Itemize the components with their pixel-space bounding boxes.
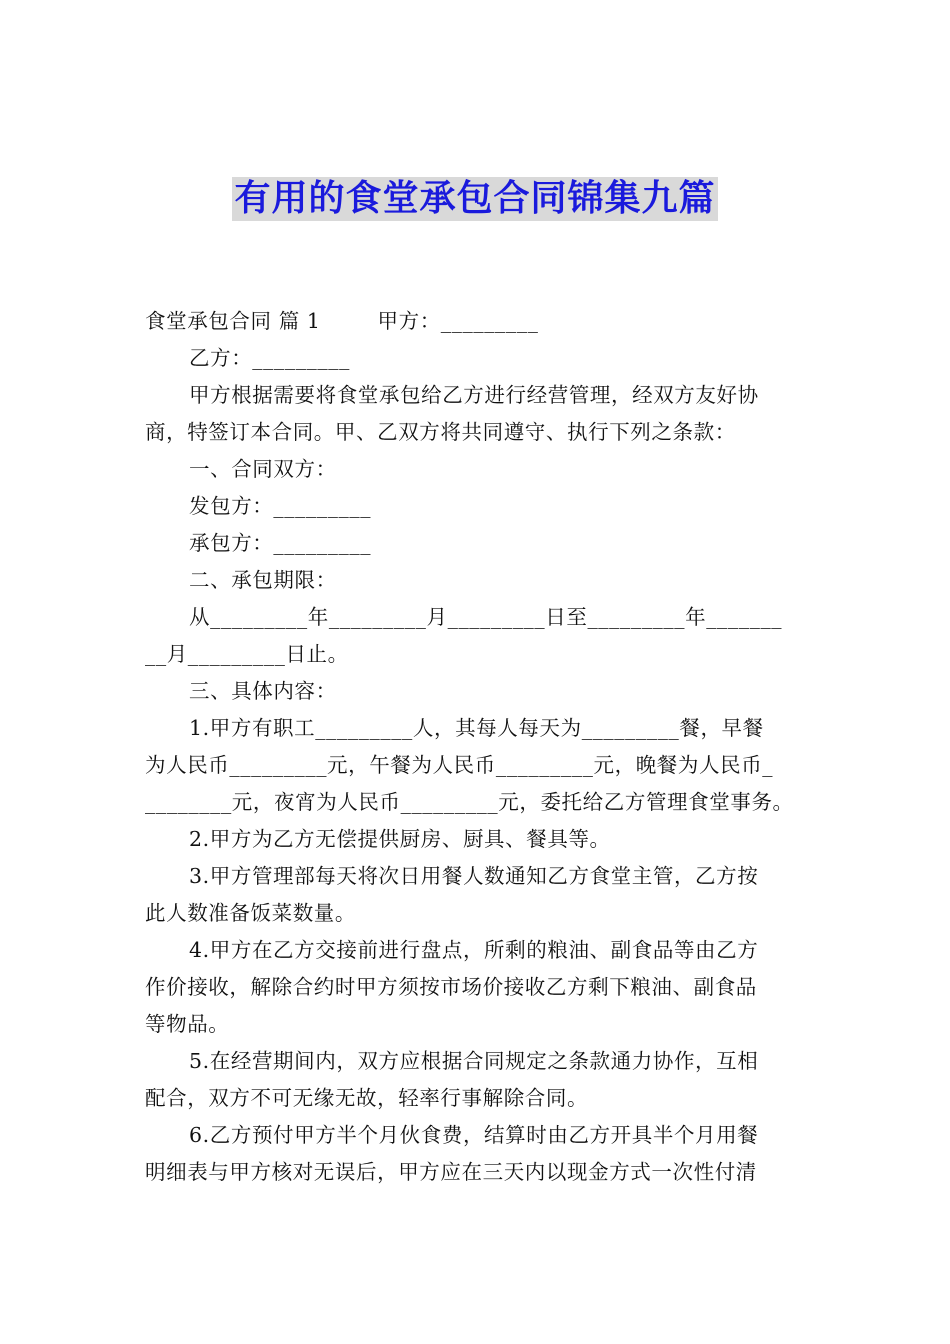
- contractor-line: 承包方：_________: [189, 531, 372, 555]
- contract-heading-line: 食堂承包合同 篇 1 甲方：_________: [145, 309, 539, 333]
- section-heading: 一、合同双方：: [189, 457, 337, 481]
- clause-line: 3.甲方管理部每天将次日用餐人数通知乙方食堂主管，乙方按: [189, 864, 759, 888]
- clause-line: 此人数准备饭菜数量。: [145, 901, 356, 925]
- title-container: [0, 177, 950, 221]
- clause-line: 为人民币_________元，午餐为人民币_________元，晚餐为人民币_: [145, 753, 774, 777]
- paragraph-line: 商，特签订本合同。甲、乙双方将共同遵守、执行下列之条款：: [145, 420, 736, 444]
- clause-line: 配合，双方不可无缘无故，轻率行事解除合同。: [145, 1086, 589, 1110]
- clause-line: 2.甲方为乙方无偿提供厨房、厨具、餐具等。: [189, 827, 611, 851]
- clause-line: 作价接收，解除合约时甲方须按市场价接收乙方剩下粮油、副食品: [145, 975, 757, 999]
- clause-line: 4.甲方在乙方交接前进行盘点，所剩的粮油、副食品等由乙方: [189, 938, 759, 962]
- clause-line: 明细表与甲方核对无误后，甲方应在三天内以现金方式一次性付清: [145, 1160, 757, 1184]
- period-line: __月_________日止。: [145, 642, 349, 666]
- section-heading: 三、具体内容：: [189, 679, 337, 703]
- document-body: [145, 303, 810, 1191]
- issuer-line: 发包方：_________: [189, 494, 372, 518]
- section-heading: 二、承包期限：: [189, 568, 337, 592]
- period-line: 从_________年_________月_________日至_________年_______: [189, 605, 783, 629]
- document-title: 有用的食堂承包合同锦集九篇: [234, 178, 716, 219]
- clause-line: 等物品。: [145, 1012, 230, 1036]
- party-b-line: 乙方：_________: [189, 346, 350, 370]
- clause-line: 1.甲方有职工_________人，其每人每天为_________餐，早餐: [189, 716, 764, 740]
- clause-line: ________元，夜宵为人民币_________元，委托给乙方管理食堂事务。: [145, 790, 794, 814]
- clause-line: 6.乙方预付甲方半个月伙食费，结算时由乙方开具半个月用餐: [189, 1123, 759, 1147]
- paragraph-line: 甲方根据需要将食堂承包给乙方进行经营管理，经双方友好协: [189, 383, 759, 407]
- clause-line: 5.在经营期间内，双方应根据合同规定之条款通力协作，互相: [189, 1049, 759, 1073]
